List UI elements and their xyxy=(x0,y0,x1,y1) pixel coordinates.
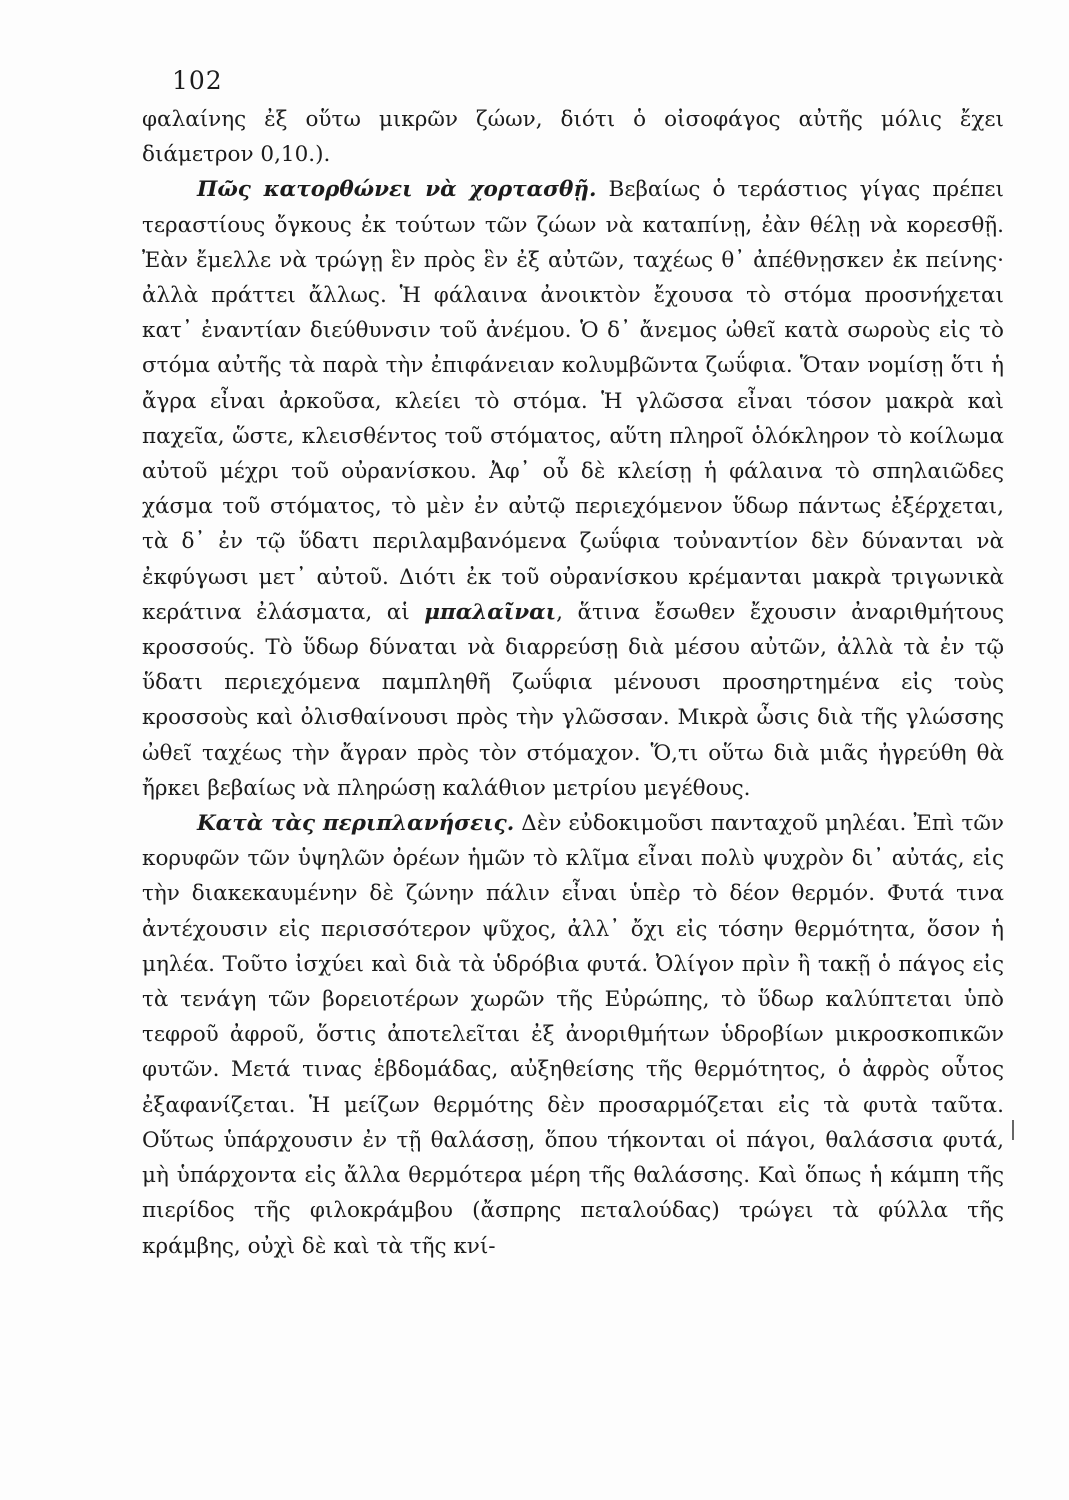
paragraph-continuation xyxy=(142,102,1004,172)
paragraph-wanderings xyxy=(142,806,1004,1264)
scan-edge-mark xyxy=(1012,1120,1014,1140)
paragraph-text: Δὲν εὐδοκιμοῦσι πανταχοῦ μηλέαι. Ἐπὶ τῶν κορυφῶν τῶν ὑψηλῶν ὀρέων ἡμῶν τὸ κλῖμα εἶναι πολὺ ψυχρὸν δι᾽ αὐτάς, εἰς τὴν διακεκαυμένην δὲ ζώνην πάλιν εἶναι ὑπὲρ τὸ δέον θερμόν. Φυτά τινα ἀντέχουσιν εἰς περισσότερον ψῦχος, ἀλλ᾽ ὄχι εἰς τόσην θερμότητα, ὅσον ἡ μηλέα. Τοῦτο ἰσχύει καὶ διὰ τὰ ὑδρόβια φυτά. Ὀλίγον πρὶν ἢ τακῇ ὁ πάγος εἰς τὰ τενάγη τῶν βορειοτέρων χωρῶν τῆς Εὐρώπης, τὸ ὕδωρ καλύπτεται ὑπὸ τεφροῦ ἀφροῦ, ὅστις ἀποτελεῖται ἐξ ἀνοριθμήτων ὑδροβίων μικροσκοπικῶν φυτῶν. Μετά τινας ἑβδομάδας, αὐξηθείσης τῆς θερμότητος, ὁ ἀφρὸς οὗτος ἐξαφανίζεται. Ἡ μείζων θερμότης δὲν προσαρμόζεται εἰς τὰ φυτὰ ταῦτα. Οὕτως ὑπάρχουσιν ἐν τῇ θαλάσσῃ, ὅπου τήκονται οἱ πάγοι, θαλάσσια φυτά, μὴ ὑπάρχοντα εἰς ἄλλα θερμότερα μέρη τῆς θαλάσσης. Καὶ ὅπως ἡ κάμπη τῆς πιερίδος τῆς φιλοκράμβου (ἄσπρης πεταλούδας) τρώγει τὰ φύλλα τῆς κράμβης, οὐχὶ δὲ καὶ τὰ τῆς κνί- xyxy=(142,811,1004,1259)
paragraph-text: , ἅτινα ἔσωθεν ἔχουσιν ἀναριθμήτους κροσσούς. Τὸ ὕδωρ δύναται νὰ διαρρεύσῃ διὰ μέσου αὐτῶν, ἀλλὰ τὰ ἐν τῷ ὕδατι περιεχόμενα παμπληθῆ ζωΰφια μένουσι προσηρτημένα εἰς τοὺς κροσσοὺς καὶ ὀλισθαίνουσι πρὸς τὴν γλῶσσαν. Μικρὰ ὦσις διὰ τῆς γλώσσης ὠθεῖ ταχέως τὴν ἄγραν πρὸς τὸν στόμαχον. Ὅ,τι οὕτω διὰ μιᾶς ἠγρεύθη θὰ ἤρκει βεβαίως νὰ πληρώσῃ καλάθιον μετρίου μεγέθους. xyxy=(142,599,1005,801)
paragraph-text: Βεβαίως ὁ τεράστιος γίγας πρέπει τεραστίους ὄγκους ἐκ τούτων τῶν ζώων νὰ καταπίνῃ, ἐὰν θέλῃ νὰ κορεσθῇ. Ἐὰν ἔμελλε νὰ τρώγῃ ἓν πρὸς ἓν ἐξ αὐτῶν, ταχέως θ᾽ ἀπέθνῃσκεν ἐκ πείνης· ἀλλὰ πράττει ἄλλως. Ἡ φάλαινα ἀνοικτὸν ἔχουσα τὸ στόμα προσνήχεται κατ᾽ ἐναντίαν διεύθυνσιν τοῦ ἀνέμου. Ὁ δ᾽ ἄνεμος ὠθεῖ κατὰ σωροὺς εἰς τὸ στόμα αὐτῆς τὰ παρὰ τὴν ἐπιφάνειαν κολυμβῶντα ζωΰφια. Ὅταν νομίσῃ ὅτι ἡ ἄγρα εἶναι ἀρκοῦσα, κλείει τὸ στόμα. Ἡ γλῶσσα εἶναι τόσον μακρὰ καὶ παχεῖα, ὥστε, κλεισθέντος τοῦ στόματος, αὕτη πληροῖ ὁλόκληρον τὸ κοίλωμα αὐτοῦ μέχρι τοῦ οὐρανίσκου. Ἀφ᾽ οὗ δὲ κλείσῃ ἡ φάλαινα τὸ σπηλαιῶδες χάσμα τοῦ στόματος, τὸ μὲν ἐν αὐτῷ περιεχόμενον ὕδωρ πάντως ἐξέρχεται, τὰ δ᾽ ἐν τῷ ὕδατι περιλαμβανόμενα ζωΰφια τοὐναντίον δὲν δύνανται νὰ ἐκφύγωσι μετ᾽ αὐτοῦ. Διότι ἐκ τοῦ οὐρανίσκου κρέμανται μακρὰ τριγωνικὰ κεράτινα ἐλάσματα, αἱ xyxy=(142,177,1004,625)
page-number: 102 xyxy=(172,66,223,95)
section-heading: Κατὰ τὰς περιπλανήσεις. xyxy=(197,811,515,837)
section-heading: Πῶς κατορθώνει νὰ χορτασθῇ. xyxy=(197,177,597,203)
body-text xyxy=(142,102,1004,1264)
paragraph-whale-feeding xyxy=(142,172,1004,806)
paragraph-text: φαλαίνης ἐξ οὕτω μικρῶν ζώων, διότι ὁ οἰσοφάγος αὐτῆς μόλις ἔχει διάμετρον 0,10.). xyxy=(142,107,1004,168)
emphasized-term: μπαλαῖναι xyxy=(424,599,557,625)
